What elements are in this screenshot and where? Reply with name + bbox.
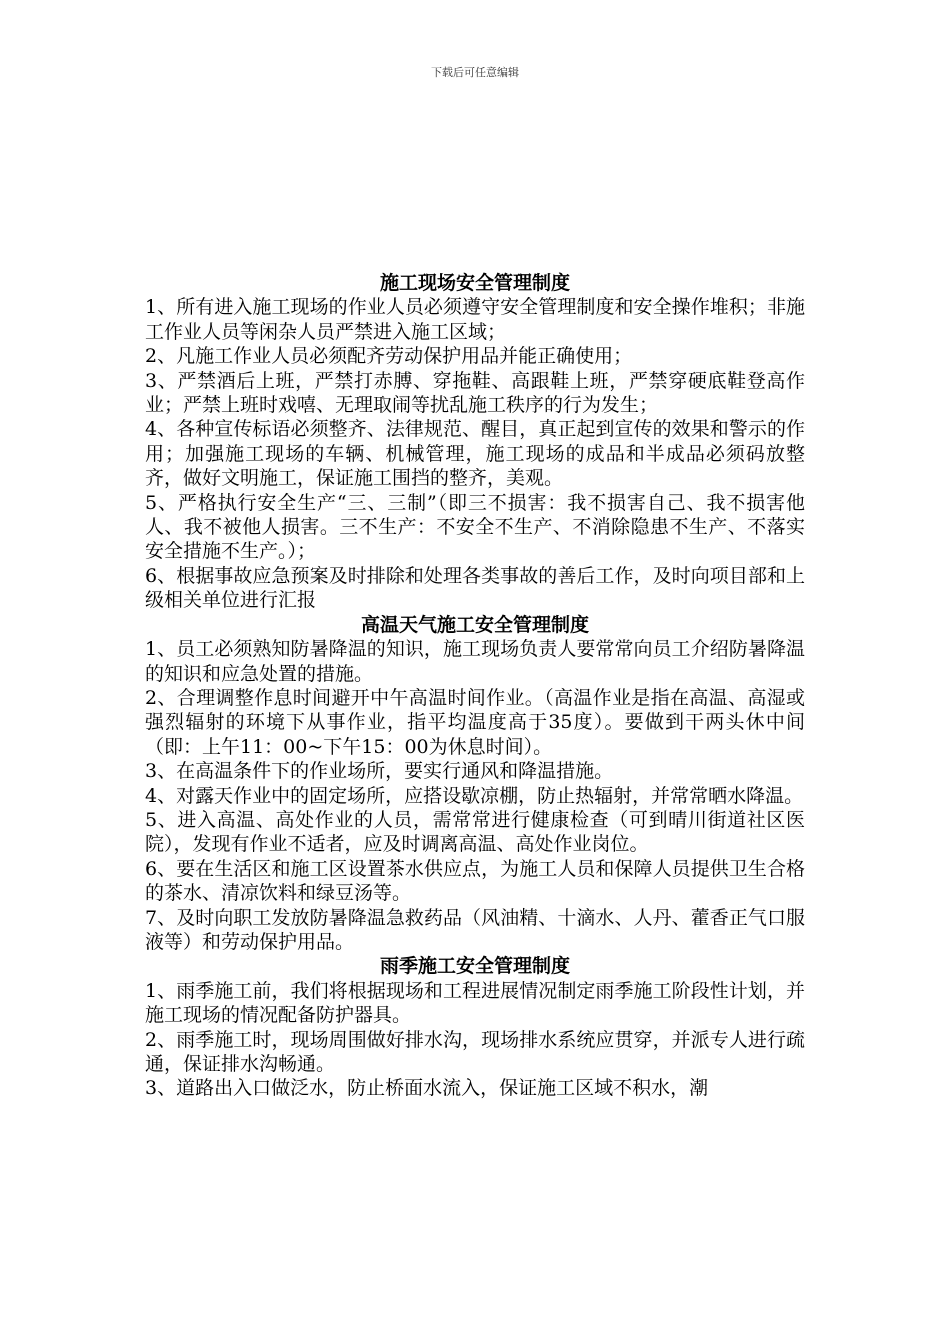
- paragraph: 7、及时向职工发放防暑降温急救药品（风油精、十滴水、人丹、藿香正气口服液等）和劳动保护用品。: [145, 906, 805, 953]
- section-title: 施工现场安全管理制度: [379, 272, 570, 294]
- document-body: [145, 271, 805, 1101]
- paragraph: 4、对露天作业中的固定场所，应搭设歇凉棚，防止热辐射，并常常晒水降温。: [145, 784, 804, 807]
- paragraph: 3、道路出入口做泛水，防止桥面水流入，保证施工区域不积水，潮: [145, 1077, 709, 1100]
- paragraph: 2、凡施工作业人员必须配齐劳动保护用品并能正确使用；: [145, 345, 633, 368]
- section-title: 高温天气施工安全管理制度: [360, 613, 589, 636]
- paragraph: 5、进入高温、高处作业的人员，需常常进行健康检查（可到晴川街道社区医院），发现有作业不适者，应及时调离高温、高处作业岗位。: [145, 808, 805, 856]
- paragraph: 2、合理调整作息时间避开中午高温时间作业。（高温作业是指在高温、高湿或强烈辐射的环境下从事作业，指平均温度高于35度）。要做到干两头休中间（即：上午11：00~下午15：00为休息时间）。: [145, 686, 805, 758]
- paragraph: 3、在高温条件下的作业场所，要实行通风和降温措施。: [145, 760, 614, 783]
- paragraph: 6、根据事故应急预案及时排除和处理各类事故的善后工作，及时向项目部和上级相关单位进行汇报: [145, 564, 805, 612]
- section-rainy-season-safety: [145, 954, 805, 1100]
- header-note: 下载后可任意编辑: [431, 66, 519, 79]
- paragraph: 4、各种宣传标语必须整齐、法律规范、醒目，真正起到宣传的效果和警示的作用；加强施工现场的车辆、机械管理，施工现场的成品和半成品必须码放整齐，做好文明施工，保证施工围挡的整齐，美观。: [145, 418, 805, 490]
- paragraph: 1、所有进入施工现场的作业人员必须遵守安全管理制度和安全操作堆积；非施工作业人员等闲杂人员严禁进入施工区域；: [145, 296, 805, 343]
- paragraph: 6、要在生活区和施工区设置茶水供应点，为施工人员和保障人员提供卫生合格的茶水、清凉饮料和绿豆汤等。: [145, 857, 805, 905]
- section-construction-safety: [145, 271, 805, 613]
- paragraph: 2、雨季施工时，现场周围做好排水沟，现场排水系统应贯穿，并派专人进行疏通，保证排水沟畅通。: [145, 1028, 805, 1075]
- section-high-temperature-safety: [145, 613, 805, 955]
- paragraph: 3、严禁酒后上班，严禁打赤膊、穿拖鞋、高跟鞋上班，严禁穿硬底鞋登高作业；严禁上班时戏嘻、无理取闹等扰乱施工秩序的行为发生；: [145, 369, 805, 417]
- paragraph: 1、雨季施工前，我们将根据现场和工程进展情况制定雨季施工阶段性计划，并施工现场的情况配备防护器具。: [145, 979, 805, 1027]
- section-title: 雨季施工安全管理制度: [379, 955, 570, 978]
- paragraph: 1、员工必须熟知防暑降温的知识，施工现场负责人要常常向员工介绍防暑降温的知识和应急处置的措施。: [145, 638, 805, 685]
- paragraph: 5、严格执行安全生产“三、三制”（即三不损害：我不损害自己、我不损害他人、我不被他人损害。三不生产：不安全不生产、不消除隐患不生产、不落实安全措施不生产。）；: [145, 491, 805, 563]
